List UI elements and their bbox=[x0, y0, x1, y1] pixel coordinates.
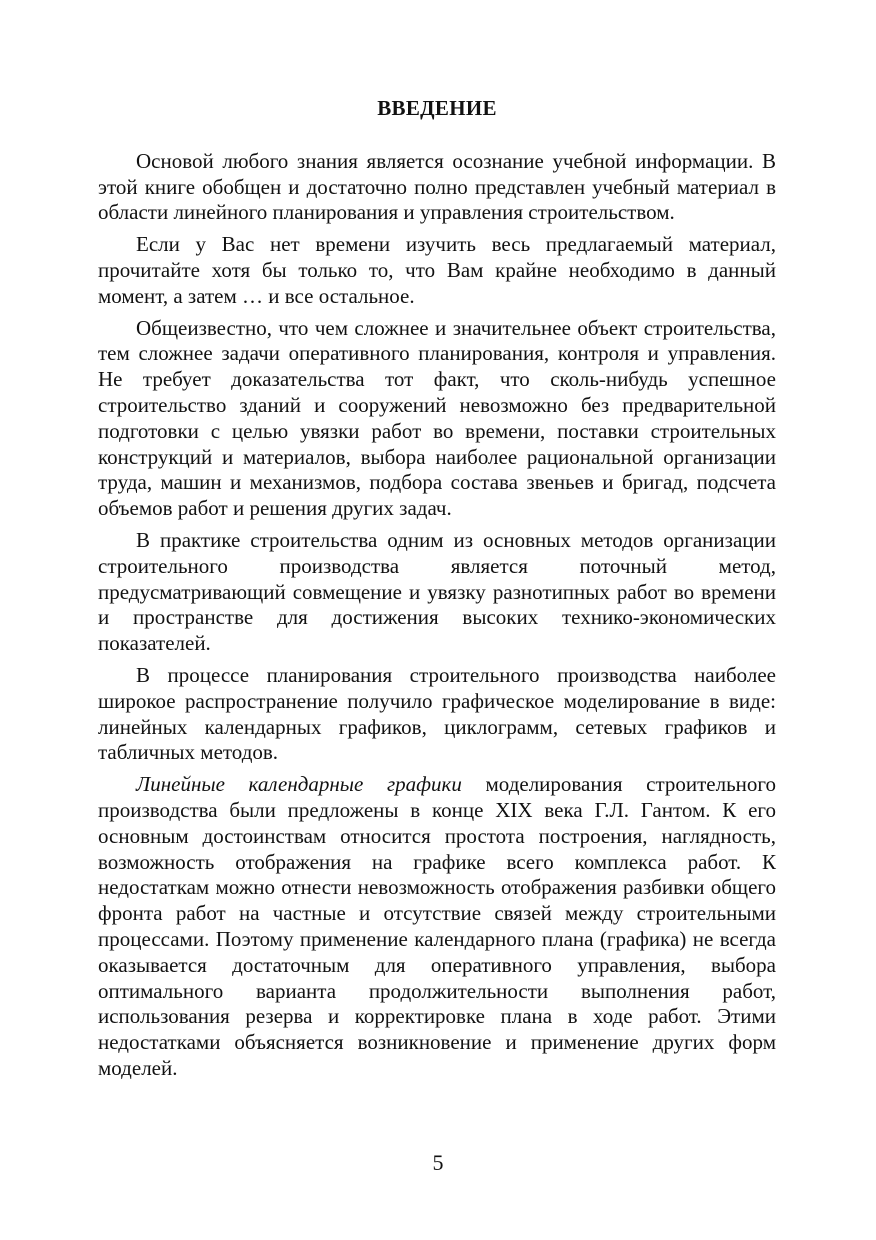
paragraph-2: Если у Вас нет времени изучить весь предлагаемый материал, прочитайте хотя бы только то, что Вам крайне необходимо в данный момент, а затем … и все остальное. bbox=[98, 232, 776, 308]
paragraph-6 bbox=[98, 772, 776, 1082]
paragraph-5: В процессе планирования строительного производства наиболее широкое распространение получило графическое моделирование в виде: линейных календарных графиков, циклограмм, сетевых графиков и табличных методов. bbox=[98, 662, 776, 765]
page-body bbox=[98, 96, 776, 1088]
paragraph-1: Основой любого знания является осознание учебной информации. В этой книге обобщен и достаточно полно представлен учебный материал в области линейного планирования и управления строительством. bbox=[98, 148, 776, 225]
paragraph-6-text: моделирования строительного производства были предложены в конце XIX века Г.Л. Гантом. К его основным достоинствам относится простота построения, наглядность, возможность отображения на графике всего комплекса работ. К недостаткам можно отнести невозможность отображения разбивки общего фронта работ на частные и отсутствие связей между строительными процессами. Поэтому применение календарного плана (графика) не всегда оказывается достаточным для оперативного управления, выбора оптимального варианта продолжительности выполнения работ, использования резерва и корректировке плана в ходе работ. Этими недостатками объясняется возникновение и применение других форм моделей. bbox=[98, 772, 776, 1080]
paragraph-6-emphasis: Линейные календарные графики bbox=[136, 772, 462, 797]
page-number: 5 bbox=[432, 1150, 444, 1175]
paragraph-3: Общеизвестно, что чем сложнее и значительнее объект строительства, тем сложнее задачи оперативного планирования, контроля и управления. Не требует доказательства тот факт, что сколь-нибудь успешное строительство зданий и сооружений невозможно без предварительной подготовки с целью увязки работ во времени, поставки строительных конструкций и материалов, выбора наиболее рациональной организации труда, машин и механизмов, подбора состава звеньев и бригад, подсчета объемов работ и решения других задач. bbox=[98, 315, 776, 521]
paragraph-4: В практике строительства одним из основных методов организации строительного производства является поточный метод, предусматривающий совмещение и увязку разнотипных работ во времени и пространстве для достижения высоких технико-экономических показателей. bbox=[98, 527, 776, 656]
page-title: ВВЕДЕНИЕ bbox=[377, 96, 497, 120]
